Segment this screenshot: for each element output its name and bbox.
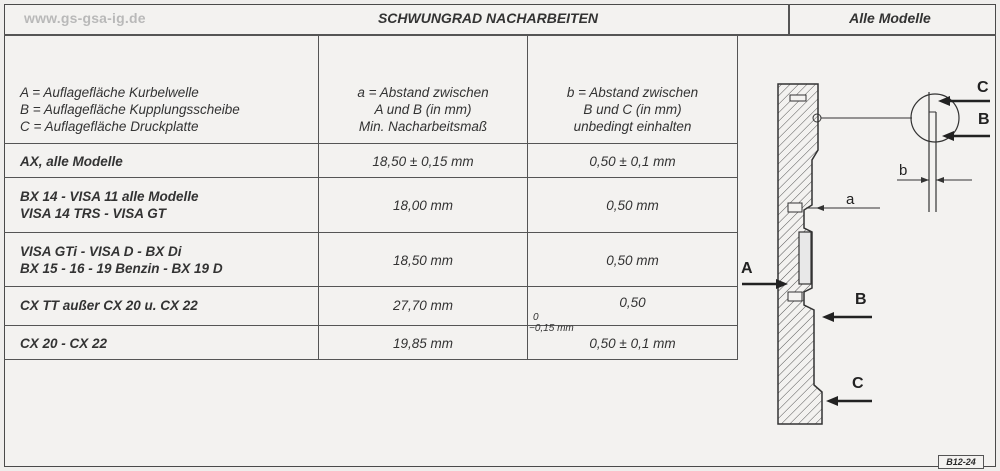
label-a: A bbox=[741, 260, 753, 277]
detail-label-b: B bbox=[978, 111, 990, 128]
table-row-b-value: 0,50 ± 0,1 mm bbox=[589, 336, 676, 351]
column-a-line1: a = Abstand zwischen bbox=[357, 85, 489, 100]
dim-label-b: b bbox=[899, 162, 908, 179]
table-row-a-value: 18,00 mm bbox=[392, 198, 454, 213]
bolt-hole-upper bbox=[788, 203, 802, 212]
label-b: B bbox=[855, 291, 867, 308]
tolerance-base: 0,50 bbox=[619, 295, 646, 310]
table-row-a-value: 27,70 mm bbox=[392, 298, 454, 313]
table-row-model-line1: VISA GTi - VISA D - BX Di bbox=[20, 244, 182, 259]
column-a-line3: Min. Nacharbeitsmaß bbox=[358, 119, 488, 134]
dim-label-a: a bbox=[846, 191, 855, 208]
table-row-b-value: 0,50 mm bbox=[606, 198, 659, 213]
table-row-a-value: 19,85 mm bbox=[392, 336, 454, 351]
column-a-line2: A und B (in mm) bbox=[374, 102, 472, 117]
table-row-model-line2: VISA 14 TRS - VISA GT bbox=[20, 206, 167, 221]
legend-line-c: C = Auflagefläche Druckplatte bbox=[20, 119, 199, 134]
arrow-c-icon bbox=[826, 396, 838, 406]
table-row-model: AX, alle Modelle bbox=[20, 154, 123, 169]
legend-line-a: A = Auflagefläche Kurbelwelle bbox=[20, 85, 199, 100]
label-c: C bbox=[852, 375, 864, 392]
table-row-model-line2: BX 15 - 16 - 19 Benzin - BX 19 D bbox=[20, 261, 223, 276]
dim-b-arrow-left-icon bbox=[921, 177, 929, 183]
models-header: Alle Modelle bbox=[849, 10, 931, 26]
table-row-b-value: 0,50 mm bbox=[606, 253, 659, 268]
ring-insert bbox=[799, 232, 811, 284]
top-bolt bbox=[790, 95, 806, 101]
detail-label-c: C bbox=[977, 79, 989, 96]
arrow-b-detail-icon bbox=[942, 131, 954, 141]
arrow-b-icon bbox=[822, 312, 834, 322]
tolerance-upper: 0 bbox=[533, 312, 539, 323]
column-b-line2: B und C (in mm) bbox=[583, 102, 682, 117]
column-b-line1: b = Abstand zwischen bbox=[566, 85, 699, 100]
page-title: SCHWUNGRAD NACHARBEITEN bbox=[377, 10, 599, 26]
table-row-a-value: 18,50 mm bbox=[392, 253, 454, 268]
legend-line-b: B = Auflagefläche Kupplungsscheibe bbox=[20, 102, 240, 117]
bolt-hole-lower bbox=[788, 292, 802, 301]
watermark: www.gs-gsa-ig.de bbox=[24, 10, 146, 26]
dim-a-arrow-icon bbox=[816, 205, 824, 211]
table-row-a-value: 18,50 ± 0,15 mm bbox=[372, 154, 474, 169]
table-row-model: CX 20 - CX 22 bbox=[20, 336, 108, 351]
table-row-model: CX TT außer CX 20 u. CX 22 bbox=[20, 298, 198, 313]
dim-b-arrow-right-icon bbox=[936, 177, 944, 183]
tolerance-lower: −0,15 mm bbox=[529, 323, 574, 334]
table-row-model-line1: BX 14 - VISA 11 alle Modelle bbox=[20, 189, 199, 204]
column-b-line3: unbedingt einhalten bbox=[573, 119, 692, 134]
arrow-c-detail-icon bbox=[938, 96, 950, 106]
table-row-b-value: 0,50 ± 0,1 mm bbox=[589, 154, 676, 169]
figure-code: B12-24 bbox=[938, 455, 984, 469]
